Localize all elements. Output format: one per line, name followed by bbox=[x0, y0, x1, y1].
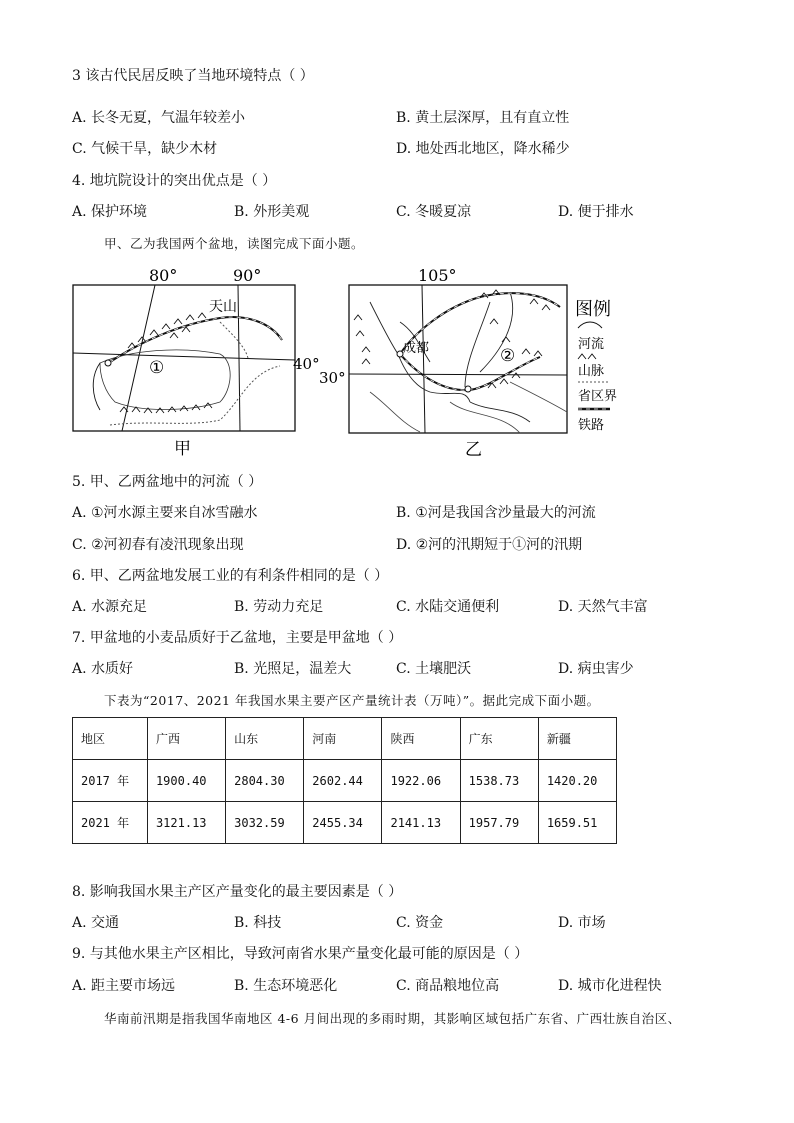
map-right-city-label: 成都 bbox=[403, 341, 430, 356]
q4-option-b: B. 外形美观 bbox=[234, 204, 310, 220]
q8-option-b: B. 科技 bbox=[234, 915, 282, 931]
map-left-lon2: 90° bbox=[233, 266, 262, 285]
legend-mountain: 山脉 bbox=[578, 364, 605, 379]
q7-stem: 7. 甲盆地的小麦品质好于乙盆地，主要是甲盆地（ ） bbox=[72, 630, 403, 646]
table-cell: 2455.34 bbox=[304, 802, 382, 844]
table-header-cell: 广西 bbox=[147, 718, 225, 760]
q5-option-d: D. ②河的汛期短于①河的汛期 bbox=[396, 537, 583, 553]
table-cell: 3032.59 bbox=[226, 802, 304, 844]
table-cell: 1922.06 bbox=[382, 760, 460, 802]
table-cell: 2141.13 bbox=[382, 802, 460, 844]
q9-option-d: D. 城市化进程快 bbox=[558, 978, 662, 994]
table-cell: 1538.73 bbox=[460, 760, 538, 802]
map-right-lat: 30° bbox=[319, 369, 346, 387]
table-cell: 2017 年 bbox=[73, 760, 148, 802]
table-cell: 1900.40 bbox=[147, 760, 225, 802]
q7-option-d: D. 病虫害少 bbox=[558, 661, 634, 677]
q5-option-c: C. ②河初春有凌汛现象出现 bbox=[72, 537, 244, 553]
q5-option-b: B. ①河是我国含沙量最大的河流 bbox=[396, 505, 596, 521]
map-right-basin-label: ② bbox=[500, 346, 516, 366]
table-header-cell: 陕西 bbox=[382, 718, 460, 760]
q6-option-a: A. 水源充足 bbox=[72, 599, 148, 615]
passage-intro: 华南前汛期是指我国华南地区 4-6 月间出现的多雨时期，其影响区域包括广东省、广西壮族自治区、 bbox=[104, 1011, 681, 1026]
q6-option-b: B. 劳动力充足 bbox=[234, 599, 324, 615]
q9-option-a: A. 距主要市场远 bbox=[72, 978, 176, 994]
q5-stem: 5. 甲、乙两盆地中的河流（ ） bbox=[72, 474, 263, 490]
q3-stem: 3 该古代民居反映了当地环境特点（ ） bbox=[72, 68, 314, 84]
map-left-mountain-label: 天山 bbox=[209, 299, 237, 315]
q9-stem: 9. 与其他水果主产区相比，导致河南省水果产量变化最可能的原因是（ ） bbox=[72, 946, 529, 962]
table-header-cell: 新疆 bbox=[538, 718, 616, 760]
q6-option-d: D. 天然气丰富 bbox=[558, 599, 648, 615]
q6-stem: 6. 甲、乙两盆地发展工业的有利条件相同的是（ ） bbox=[72, 568, 389, 584]
q7-option-a: A. 水质好 bbox=[72, 661, 134, 677]
map-right-caption: 乙 bbox=[465, 440, 482, 460]
table-header-cell: 地区 bbox=[73, 718, 148, 760]
q7-option-b: B. 光照足，温差大 bbox=[234, 661, 352, 677]
q5-option-a: A. ①河水源主要来自冰雪融水 bbox=[72, 505, 258, 521]
legend-mountain-symbol bbox=[578, 354, 596, 359]
map-left-lon1: 80° bbox=[149, 266, 178, 285]
legend-title: 图例 bbox=[575, 299, 611, 320]
basin-map-figure bbox=[70, 262, 630, 462]
q4-option-d: D. 便于排水 bbox=[558, 204, 634, 220]
table-row bbox=[73, 760, 617, 802]
table-intro: 下表为“2017、2021 年我国水果主要产区产量统计表（万吨）”。据此完成下面小题。 bbox=[104, 693, 600, 708]
q3-option-d: D. 地处西北地区，降水稀少 bbox=[396, 141, 570, 157]
table-header-cell: 河南 bbox=[304, 718, 382, 760]
table-header-cell: 广东 bbox=[460, 718, 538, 760]
table-cell: 1659.51 bbox=[538, 802, 616, 844]
q8-option-d: D. 市场 bbox=[558, 915, 606, 931]
q8-option-a: A. 交通 bbox=[72, 915, 120, 931]
table-cell: 2804.30 bbox=[226, 760, 304, 802]
table-cell: 3121.13 bbox=[147, 802, 225, 844]
q4-option-c: C. 冬暖夏凉 bbox=[396, 204, 472, 220]
q4-option-a: A. 保护环境 bbox=[72, 204, 148, 220]
map-left-basin-label: ① bbox=[149, 358, 165, 378]
legend-river-symbol bbox=[578, 322, 602, 328]
legend-river: 河流 bbox=[578, 337, 605, 352]
q8-stem: 8. 影响我国水果主产区产量变化的最主要因素是（ ） bbox=[72, 884, 403, 900]
q3-option-a: A. 长冬无夏，气温年较差小 bbox=[72, 110, 246, 126]
q3-option-b: B. 黄土层深厚，且有直立性 bbox=[396, 110, 570, 126]
map-left-lat: 40° bbox=[293, 355, 320, 373]
table-header-cell: 山东 bbox=[226, 718, 304, 760]
q8-option-c: C. 资金 bbox=[396, 915, 444, 931]
q4-stem: 4. 地坑院设计的突出优点是（ ） bbox=[72, 173, 277, 189]
table-cell: 2602.44 bbox=[304, 760, 382, 802]
map-right-lon: 105° bbox=[418, 266, 457, 285]
fruit-production-table bbox=[72, 717, 617, 844]
q3-option-c: C. 气候干旱，缺少木材 bbox=[72, 141, 218, 157]
q7-option-c: C. 土壤肥沃 bbox=[396, 661, 472, 677]
q9-option-c: C. 商品粮地位高 bbox=[396, 978, 500, 994]
legend-railway: 铁路 bbox=[578, 418, 605, 433]
table-cell: 1957.79 bbox=[460, 802, 538, 844]
map-intro: 甲、乙为我国两个盆地，读图完成下面小题。 bbox=[104, 236, 365, 251]
table-header-row bbox=[73, 718, 617, 760]
legend-province: 省区界 bbox=[578, 389, 618, 404]
table-row bbox=[73, 802, 617, 844]
q9-option-b: B. 生态环境恶化 bbox=[234, 978, 338, 994]
map-left-caption: 甲 bbox=[174, 439, 191, 459]
table-cell: 2021 年 bbox=[73, 802, 148, 844]
q6-option-c: C. 水陆交通便利 bbox=[396, 599, 500, 615]
table-cell: 1420.20 bbox=[538, 760, 616, 802]
